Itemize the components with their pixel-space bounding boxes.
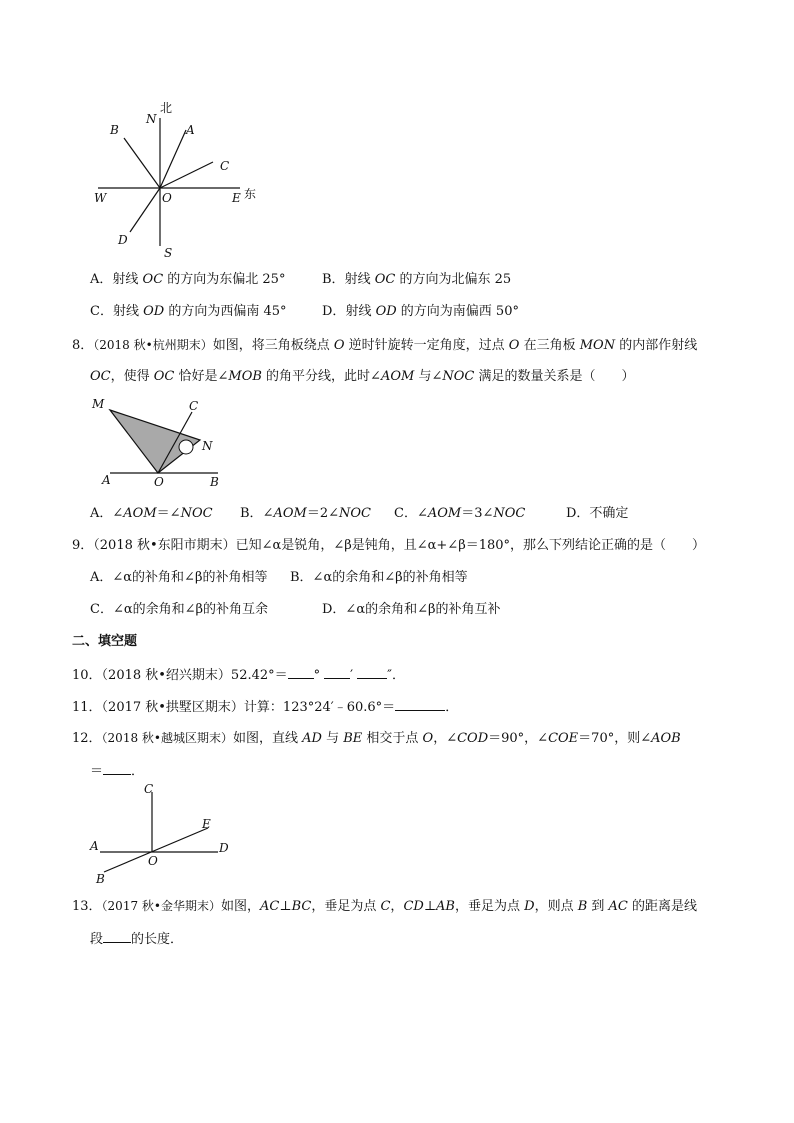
label-S: S bbox=[164, 246, 173, 260]
label-north: 北 bbox=[160, 101, 173, 115]
label-C: C bbox=[189, 399, 199, 413]
q8-option-a: A．∠AOM＝∠NOC bbox=[90, 506, 213, 521]
answer-blank[interactable] bbox=[324, 664, 350, 679]
q9-option-a: A．∠α的补角和∠β的补角相等 bbox=[90, 570, 268, 585]
label-D: D bbox=[219, 841, 229, 855]
q12-stem-line2: ＝ ． bbox=[90, 760, 144, 782]
label-D: D bbox=[118, 233, 128, 247]
label-east: 东 bbox=[244, 187, 257, 201]
q7-option-d: D．射线 OD 的方向为南偏西 50° bbox=[322, 304, 519, 319]
q8-option-d: D．不确定 bbox=[566, 506, 629, 521]
q8-stem-line2: OC，使得 OC 恰好是∠MOB 的角平分线，此时∠AOM 与∠NOC 满足的数量关系是（ ） bbox=[90, 369, 635, 384]
label-B: B bbox=[110, 123, 119, 137]
label-O: O bbox=[148, 854, 158, 868]
answer-blank[interactable] bbox=[357, 664, 387, 679]
section-title-fill-in: 二、填空题 bbox=[72, 634, 138, 649]
q13-stem-line2: 段 的长度． bbox=[90, 928, 183, 950]
label-A: A bbox=[102, 473, 111, 487]
q10: 10．（2018 秋•绍兴期末）52.42°＝ ° ′ ″． bbox=[72, 664, 405, 686]
label-A: A bbox=[186, 123, 195, 137]
q8-option-b: B．∠AOM＝2∠NOC bbox=[240, 506, 371, 521]
label-W: W bbox=[94, 191, 107, 205]
q7-option-c: C．射线 OD 的方向为西偏南 45° bbox=[90, 304, 287, 319]
q11: 11．（2017 秋•拱墅区期末）计算：123°24′﹣60.6°＝ ． bbox=[72, 696, 458, 718]
label-N: N bbox=[202, 439, 213, 453]
label-O: O bbox=[162, 191, 172, 205]
q9-option-b: B．∠α的余角和∠β的补角相等 bbox=[290, 570, 468, 585]
q9-option-c: C．∠α的余角和∠β的补角互余 bbox=[90, 602, 269, 617]
label-M: M bbox=[92, 397, 105, 411]
q9-stem: 9．（2018 秋•东阳市期末）已知∠α是锐角，∠β是钝角，且∠α+∠β＝180°，那么下列结论正确的是（ ） bbox=[72, 538, 706, 553]
q7-option-a: A．射线 OC 的方向为东偏北 25° bbox=[90, 272, 286, 287]
q8-stem-line1: 8．（2018 秋•杭州期末）如图，将三角板绕点 O 逆时针旋转一定角度，过点 O 在三角板 MON 的内部作射线 bbox=[72, 338, 698, 353]
label-B: B bbox=[96, 872, 105, 886]
answer-blank[interactable] bbox=[288, 664, 314, 679]
figure-q7-compass bbox=[80, 96, 280, 266]
q9-option-d: D．∠α的余角和∠β的补角互补 bbox=[322, 602, 501, 617]
q12-stem-line1: 12．（2018 秋•越城区期末）如图，直线 AD 与 BE 相交于点 O，∠COD＝90°，∠COE＝70°，则∠AOB bbox=[72, 731, 681, 746]
label-O: O bbox=[154, 475, 164, 489]
figure-q12-lines bbox=[86, 780, 246, 890]
answer-blank[interactable] bbox=[103, 760, 131, 775]
label-N: N bbox=[146, 112, 157, 126]
label-A: A bbox=[90, 839, 99, 853]
q7-option-b: B．射线 OC 的方向为北偏东 25 bbox=[322, 272, 512, 287]
label-C: C bbox=[220, 159, 230, 173]
figure-q8-triangle bbox=[90, 392, 240, 492]
q13-stem-line1: 13．（2017 秋•金华期末）如图，AC⊥BC，垂足为点 C，CD⊥AB，垂足为点 D，则点 B 到 AC 的距离是线 bbox=[72, 899, 698, 914]
q8-option-c: C．∠AOM＝3∠NOC bbox=[394, 506, 526, 521]
answer-blank[interactable] bbox=[395, 696, 445, 711]
label-C: C bbox=[144, 782, 154, 796]
label-E: E bbox=[232, 191, 241, 205]
answer-blank[interactable] bbox=[103, 928, 131, 943]
label-B: B bbox=[210, 475, 219, 489]
label-E: E bbox=[202, 817, 211, 831]
